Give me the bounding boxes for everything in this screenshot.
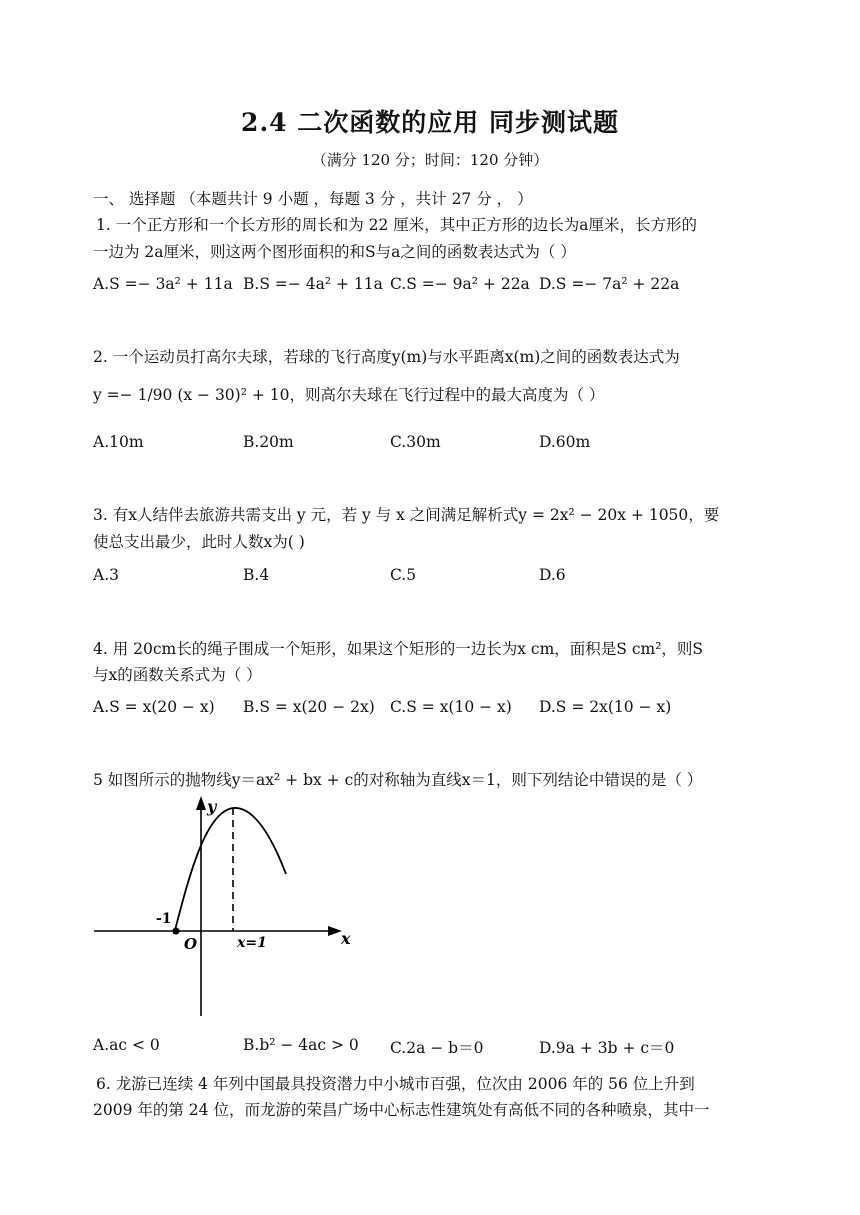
question-6-line-2: 2009 年的第 24 位，而龙游的荣昌广场中心标志性建筑处有高低不同的各种喷泉，其中一 (93, 1101, 710, 1119)
question-2-line-2: y =− 1/90 (x − 30)² + 10，则高尔夫球在飞行过程中的最大高度为（ ） (93, 386, 605, 404)
question-3-option-b: B.4 (243, 566, 270, 584)
question-1-line-1: 1. 一个正方形和一个长方形的周长和为 22 厘米，其中正方形的边长为a厘米，长方形的 (96, 216, 698, 234)
origin-label: O (184, 935, 198, 953)
x-axis-arrow-icon (328, 926, 342, 936)
question-3-option-d: D.6 (539, 566, 566, 584)
page-title: 2.4 二次函数的应用 同步测试题 (241, 108, 619, 137)
question-3-line-2: 使总支出最少，此时人数x为( ) (93, 533, 305, 551)
question-4-option-a: A.S = x(20 − x) (93, 698, 215, 716)
question-2-option-b: B.20m (243, 433, 294, 451)
question-1-option-d: D.S =− 7a² + 22a (539, 275, 680, 293)
y-axis-label: y (207, 797, 217, 816)
parabola-curve (174, 808, 286, 934)
question-5-option-d: D.9a + 3b + c＝0 (539, 1039, 675, 1057)
question-4-line-2: 与x的函数关系式为（ ） (93, 666, 262, 684)
question-1-option-a: A.S =− 3a² + 11a (93, 275, 233, 293)
parabola-figure (90, 792, 360, 1022)
question-2-option-c: C.30m (390, 433, 441, 451)
question-1-option-c: C.S =− 9a² + 22a (390, 275, 530, 293)
question-3-option-a: A.3 (93, 566, 119, 584)
question-3-line-1: 3. 有x人结伴去旅游共需支出 y 元，若 y 与 x 之间满足解析式y = 2x² − 20x + 1050，要 (93, 506, 720, 524)
section-heading: 一、 选择题 （本题共计 9 小题 ，每题 3 分 ，共计 27 分 ， ） (93, 190, 533, 208)
question-1-option-b: B.S =− 4a² + 11a (243, 275, 383, 293)
question-5-option-b: B.b² − 4ac > 0 (243, 1036, 359, 1054)
question-2-option-d: D.60m (539, 433, 591, 451)
question-4-option-b: B.S = x(20 − 2x) (243, 698, 375, 716)
root-point (173, 928, 180, 935)
question-4-option-d: D.S = 2x(10 − x) (539, 698, 672, 716)
x-axis-label: x (341, 929, 351, 948)
question-4-line-1: 4. 用 20cm长的绳子围成一个矩形，如果这个矩形的一边长为x cm，面积是S cm²，则S (93, 640, 704, 658)
symmetry-axis-label: x=1 (237, 935, 267, 951)
y-axis-arrow-icon (196, 796, 206, 810)
question-6-line-1: 6. 龙游已连续 4 年列中国最具投资潜力中小城市百强，位次由 2006 年的 56 位上升到 (96, 1075, 695, 1093)
question-4-option-c: C.S = x(10 − x) (390, 698, 512, 716)
question-5-option-c: C.2a − b＝0 (390, 1039, 484, 1057)
question-5-line-1: 5 如图所示的抛物线y＝ax² + bx + c的对称轴为直线x＝1，则下列结论中错误的是（ ） (93, 771, 703, 789)
question-2-option-a: A.10m (93, 433, 144, 451)
neg-one-label: -1 (156, 911, 172, 927)
question-2-line-1: 2. 一个运动员打高尔夫球，若球的飞行高度y(m)与水平距离x(m)之间的函数表达式为 (93, 348, 680, 366)
page-subtitle: （满分 120 分；时间：120 分钟） (311, 151, 549, 169)
question-3-option-c: C.5 (390, 566, 417, 584)
question-1-line-2: 一边为 2a厘米，则这两个图形面积的和S与a之间的函数表达式为（ ） (93, 243, 576, 261)
question-5-option-a: A.ac < 0 (93, 1036, 160, 1054)
